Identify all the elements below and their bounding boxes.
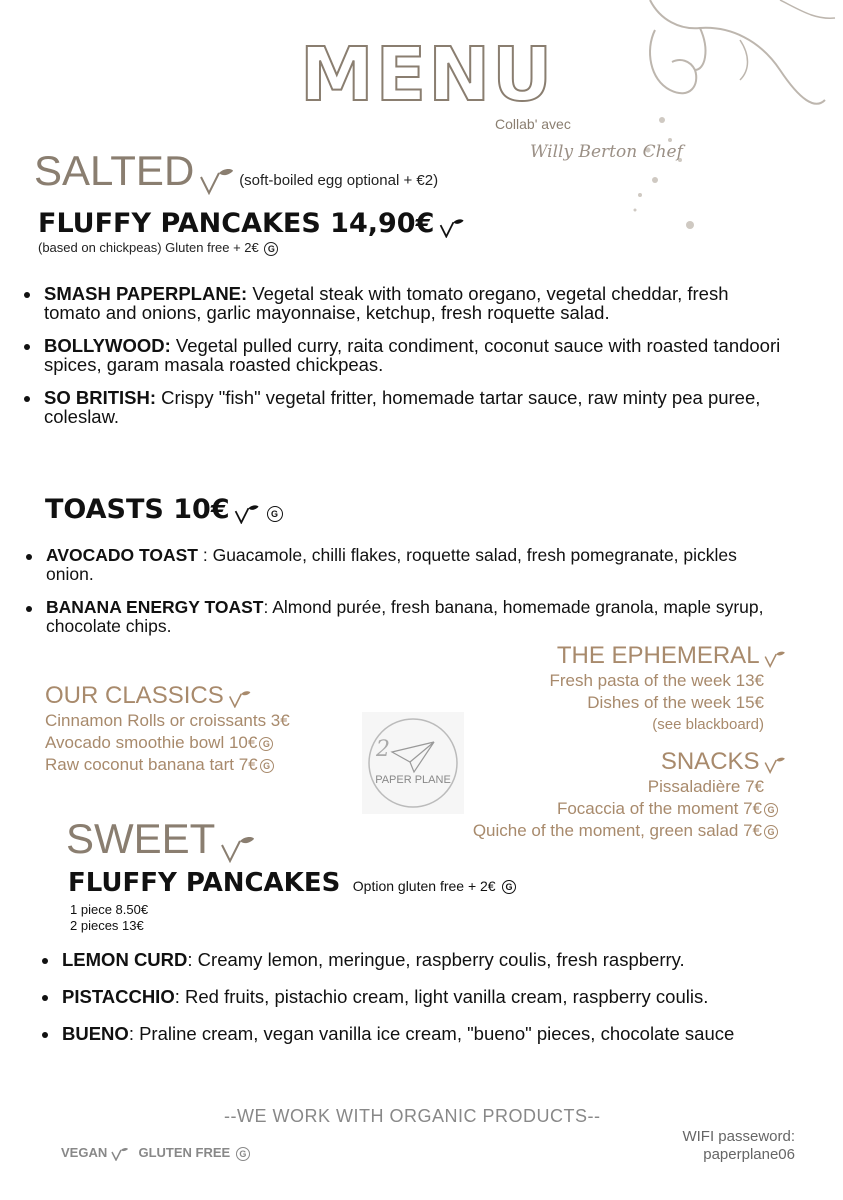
list-item — [42, 950, 792, 969]
gluten-free-icon: G — [764, 803, 778, 817]
item-name: BUENO — [62, 1023, 129, 1044]
item-desc: Vegetal steak with tomato oregano, vegetal cheddar, fresh tomato and onions, garlic mayonnaise, ketchup, fresh roquette salad. — [44, 283, 729, 323]
classics-line-text: Avocado smoothie bowl 10€ — [45, 733, 258, 752]
legend-vegan: VEGAN — [61, 1145, 108, 1160]
item-name: SO BRITISH: — [44, 387, 157, 408]
leaf-icon — [234, 504, 260, 524]
classics-line-text: Raw coconut banana tart 7€ — [45, 755, 258, 774]
salted-heading — [34, 147, 439, 195]
legend — [61, 1145, 250, 1161]
ephemeral-block — [549, 642, 786, 736]
sweet-pancakes-option: Option gluten free + 2€ — [352, 878, 496, 894]
leaf-icon — [111, 1147, 129, 1161]
item-desc: : Praline cream, vegan vanilla ice cream, "bueno" pieces, chocolate sauce — [128, 1023, 735, 1044]
sweet-heading — [66, 815, 256, 863]
list-item — [42, 1024, 792, 1043]
classics-line — [45, 754, 290, 776]
item-name: BOLLYWOOD: — [44, 335, 171, 356]
list-item — [24, 388, 784, 426]
toasts-title: TOASTS 10€ — [45, 494, 230, 525]
classics-line — [45, 732, 290, 754]
ephemeral-line: Fresh pasta of the week 13€ — [549, 671, 764, 690]
salted-note: (soft-boiled egg optional + €2) — [239, 172, 439, 189]
snacks-line-text: Focaccia of the moment 7€ — [556, 799, 762, 818]
sweet-price-2: 2 pieces 13€ — [70, 918, 144, 933]
paper-plane-logo — [362, 712, 464, 814]
leaf-icon — [220, 835, 256, 863]
legend-gluten-free: GLUTEN FREE — [138, 1145, 231, 1160]
leaf-icon — [764, 650, 786, 668]
salted-pancakes-title: FLUFFY PANCAKES 14,90€ — [38, 208, 435, 239]
item-name: LEMON CURD — [62, 949, 188, 970]
gluten-free-icon: G — [764, 825, 778, 839]
menu-title: MENU — [300, 32, 555, 118]
salted-items-list — [24, 284, 784, 440]
snacks-line: Pissaladière 7€ — [647, 777, 764, 796]
snacks-line — [473, 820, 786, 842]
snacks-line-text: Quiche of the moment, green salad 7€ — [472, 821, 762, 840]
gluten-free-icon: G — [264, 242, 278, 256]
sweet-pancakes-title: FLUFFY PANCAKES — [68, 868, 341, 898]
item-desc: : Creamy lemon, meringue, raspberry coulis, fresh raspberry. — [187, 949, 685, 970]
list-item — [26, 546, 766, 584]
wifi-label: WIFI passeword: — [682, 1128, 795, 1145]
hand-illustration — [600, 0, 840, 240]
ephemeral-line: (see blackboard) — [652, 716, 764, 733]
salted-pancakes-heading — [38, 210, 465, 238]
sweet-title: SWEET — [66, 815, 216, 862]
gluten-free-icon: G — [502, 880, 516, 894]
snacks-line — [473, 798, 786, 820]
leaf-icon — [199, 167, 235, 195]
gluten-free-icon: G — [259, 737, 273, 751]
item-desc: Vegetal pulled curry, raita condiment, coconut sauce with roasted tandoori spices, garam masala roasted chickpeas. — [44, 335, 781, 375]
list-item — [24, 336, 784, 374]
sweet-prices — [70, 902, 148, 934]
item-desc: : Almond purée, fresh banana, homemade granola, maple syrup, chocolate chips. — [46, 597, 764, 636]
sweet-pancakes-heading — [68, 870, 516, 896]
classics-line — [45, 710, 290, 732]
gluten-free-icon: G — [267, 506, 283, 522]
toasts-items-list — [26, 546, 766, 650]
item-desc: : Red fruits, pistachio cream, light vanilla cream, raspberry coulis. — [174, 986, 709, 1007]
leaf-icon — [439, 218, 465, 238]
item-name: BANANA ENERGY TOAST — [46, 597, 264, 617]
item-desc: Crispy "fish" vegetal fritter, homemade tartar sauce, raw minty pea puree, coleslaw. — [44, 387, 761, 427]
classics-block — [45, 682, 290, 776]
gluten-free-icon: G — [260, 759, 274, 773]
svg-text:2: 2 — [376, 737, 390, 762]
ephemeral-title: THE EPHEMERAL — [556, 642, 760, 669]
list-item — [26, 598, 766, 636]
list-item — [24, 284, 784, 322]
paper-plane-logo-mark — [362, 712, 464, 814]
organic-banner: --WE WORK WITH ORGANIC PRODUCTS-- — [224, 1106, 601, 1126]
salted-pancakes-note — [38, 240, 278, 256]
item-desc: : Guacamole, chilli flakes, roquette salad, fresh pomegranate, pickles onion. — [46, 545, 737, 584]
toasts-heading — [45, 496, 283, 524]
collab-label: Collab' avec — [495, 116, 571, 132]
wifi-info — [682, 1128, 795, 1164]
leaf-icon — [764, 756, 786, 774]
snacks-title: SNACKS — [660, 748, 760, 775]
list-item — [42, 987, 792, 1006]
leaf-icon — [228, 690, 252, 708]
classics-line-text: Cinnamon Rolls or croissants 3€ — [45, 711, 290, 730]
gluten-free-icon: G — [236, 1147, 250, 1161]
chef-signature: Willy Berton Chef — [530, 142, 683, 162]
sweet-price-1: 1 piece 8.50€ — [70, 902, 149, 917]
wifi-password: paperplane06 — [703, 1146, 795, 1163]
item-name: PISTACCHIO — [62, 986, 175, 1007]
salted-title: SALTED — [34, 147, 195, 194]
ephemeral-line: Dishes of the week 15€ — [587, 693, 764, 712]
item-name: AVOCADO TOAST — [46, 545, 198, 565]
classics-title: OUR CLASSICS — [45, 682, 224, 709]
item-name: SMASH PAPERPLANE: — [44, 283, 248, 304]
logo-text: PAPER PLANE — [375, 774, 451, 786]
sweet-items-list — [42, 950, 792, 1057]
salted-pancakes-note-text: (based on chickpeas) Gluten free + 2€ — [38, 240, 259, 255]
snacks-block — [473, 748, 786, 842]
